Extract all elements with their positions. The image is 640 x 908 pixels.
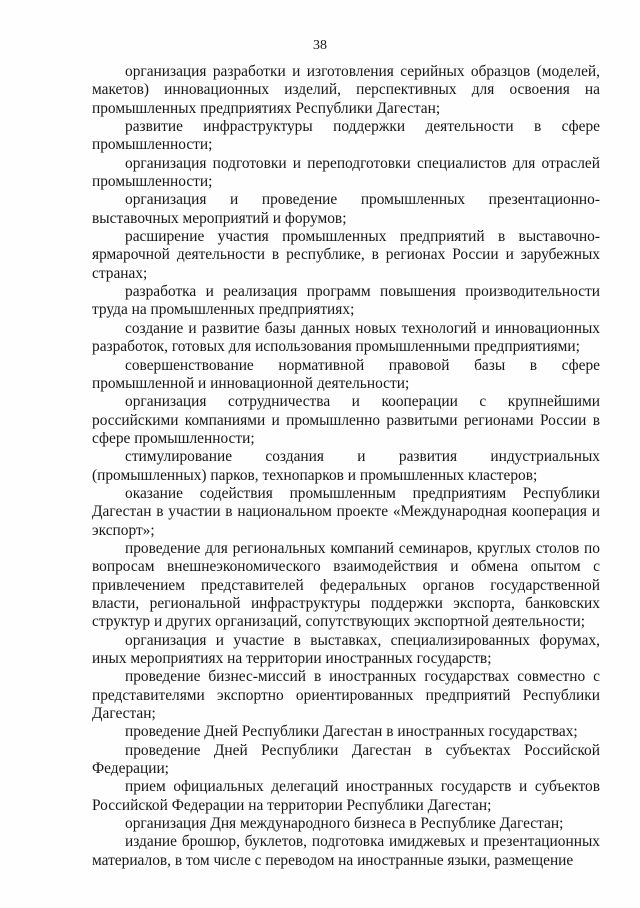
paragraph: организация и участие в выставках, специализированных форумах, иных мероприятиях на территории иностранных государств; xyxy=(92,631,600,667)
paragraph: проведение Дней Республики Дагестан в иностранных государствах; xyxy=(125,723,578,741)
paragraph: развитие инфраструктуры поддержки деятельности в сфере промышленности; xyxy=(92,118,600,154)
paragraph: проведение Дней Республики Дагестан в субъектах Российской Федерации; xyxy=(92,741,600,778)
paragraph: издание брошюр, буклетов, подготовка имиджевых и презентационных материалов, в том числе с переводом на иностранные языки, размещение xyxy=(92,833,600,869)
paragraph: прием официальных делегаций иностранных государств и субъектов Российской Федерации на территории Республики Дагестан; xyxy=(92,778,600,814)
paragraph: проведение бизнес-миссий в иностранных государствах совместно с представителями экспортно ориентированных предприятий Республики Дагестан; xyxy=(92,668,600,723)
paragraph: оказание содействия промышленным предприятиям Республики Дагестан в участии в национальном проекте «Международная кооперация и экспорт»; xyxy=(92,484,600,539)
page-number: 38 xyxy=(313,38,327,53)
paragraph: создание и развитие базы данных новых технологий и инновационных разработок, готовых для использования промышленными предприятиями; xyxy=(92,319,600,356)
document-body xyxy=(92,63,600,870)
paragraph: организация сотрудничества и кооперации с крупнейшими российскими компаниями и промышленно развитыми регионами России в сфере промышленности; xyxy=(92,393,600,447)
paragraph: проведение для региональных компаний семинаров, круглых столов по вопросам внешнеэкономического взаимодействия и обмена опытом с привлечением представителей федеральных органов государственной власти, региональной инфраструктуры поддержки экспорта, банковских структур и других организаций, сопутствующих экспортной деятельности; xyxy=(92,539,600,631)
paragraph: стимулирование создания и развития индустриальных (промышленных) парков, технопарков и промышленных кластеров; xyxy=(92,448,600,484)
paragraph: организация подготовки и переподготовки специалистов для отраслей промышленности; xyxy=(92,154,600,191)
paragraph: расширение участия промышленных предприятий в выставочно-ярмарочной деятельности в республике, в регионах России и зарубежных странах; xyxy=(92,228,600,282)
paragraph: организация и проведение промышленных презентационно-выставочных мероприятий и форумов; xyxy=(92,191,600,227)
paragraph: организация Дня международного бизнеса в Республике Дагестан; xyxy=(125,815,564,833)
paragraph: разработка и реализация программ повышения производительности труда на промышленных предприятиях; xyxy=(92,283,600,319)
paragraph: совершенствование нормативной правовой базы в сфере промышленной и инновационной деятельности; xyxy=(92,356,600,392)
paragraph: организация разработки и изготовления серийных образцов (моделей, макетов) инновационных изделий, перспективных для освоения на промышленных предприятиях Республики Дагестан; xyxy=(92,63,600,117)
